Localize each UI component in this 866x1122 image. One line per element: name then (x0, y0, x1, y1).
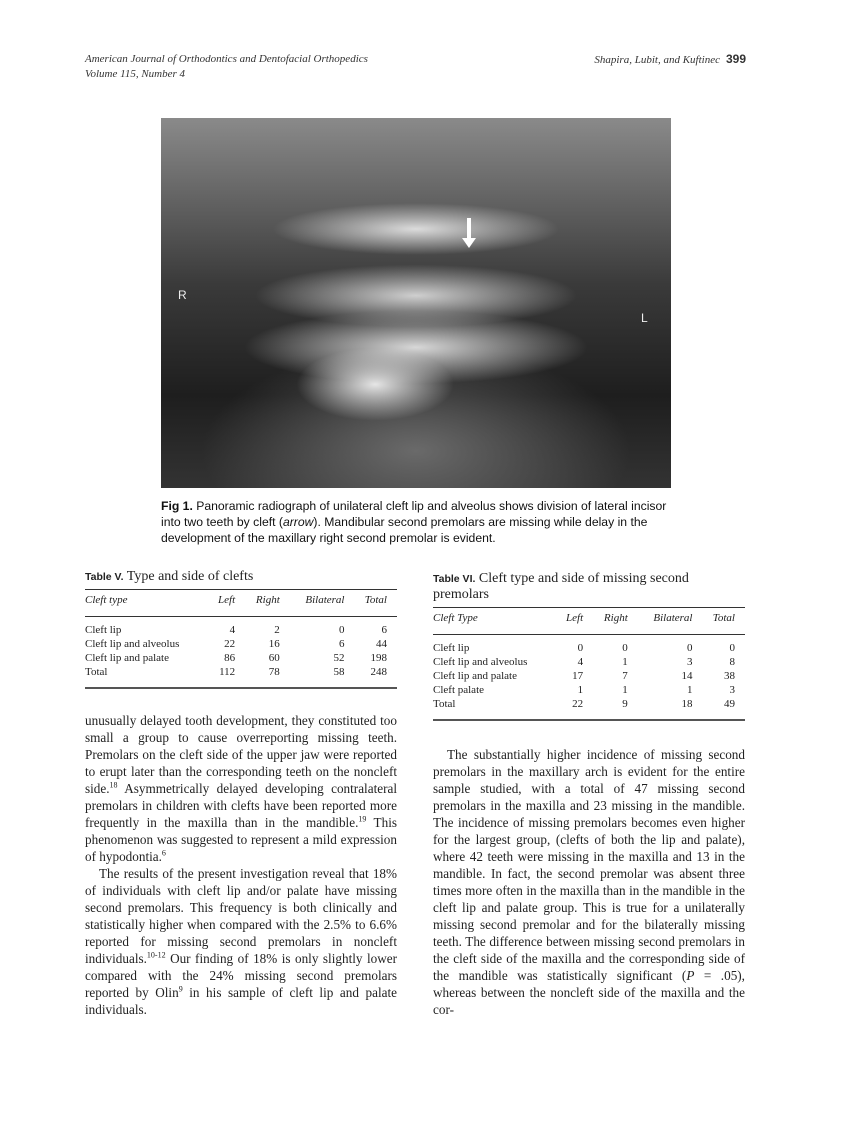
table-row (433, 697, 745, 720)
caption-label: Fig 1. (161, 499, 193, 513)
paragraph (85, 865, 397, 1018)
text: in his sample of cleft lip and palate individuals. (85, 985, 397, 1017)
table-cell: Cleft palate (433, 684, 485, 696)
table-cell: 14 (681, 670, 693, 682)
left-column-text (85, 712, 397, 1018)
table-cell: 1 (622, 656, 628, 668)
table-label: Table VI. (433, 573, 476, 585)
table-cell: 60 (268, 652, 280, 664)
volume: Volume 115, Number 4 (85, 68, 186, 80)
table-header (433, 608, 745, 635)
table-cell: 0 (338, 624, 345, 636)
running-header-right (594, 52, 746, 68)
paragraph (85, 712, 397, 865)
text: = .05), whereas between the noncleft side of the maxilla and the cor- (433, 968, 745, 1017)
arrow-icon (467, 218, 471, 240)
table-cell: 22 (224, 638, 236, 650)
paragraph (433, 746, 745, 1018)
table-cell: 78 (245, 665, 290, 688)
table-cell: 22 (557, 697, 593, 720)
column-header: Cleft type (85, 590, 209, 617)
running-header-left (85, 52, 368, 82)
table-cell: 1 (622, 684, 628, 696)
table-cell: 248 (354, 665, 397, 688)
caption-text: Panoramic radiograph of unilateral cleft lip and alveolus shows division of lateral incisor into two teeth by cleft ( (161, 499, 667, 529)
column-header: Cleft Type (433, 608, 557, 635)
table-cell: 1 (686, 684, 693, 696)
table-cell: 3 (729, 684, 735, 696)
table-cell: 3 (686, 656, 693, 668)
column-header: Bilateral (290, 590, 355, 617)
table-cell: 7 (622, 670, 628, 682)
table-cell: 0 (729, 642, 735, 654)
text: Asymmetrically delayed developing contralateral premolars in children with clefts have been reported more frequently in the maxilla than in the mandible. (85, 781, 397, 830)
table-header (85, 590, 397, 617)
table-cell: Total (85, 665, 209, 688)
caption-italic: arrow (282, 515, 314, 529)
table-row (433, 635, 745, 656)
table-cell: 0 (686, 642, 693, 654)
table-caption: Cleft type and side of missing second premolars (433, 571, 689, 602)
table-cell: 4 (229, 624, 236, 636)
ref: 10-12 (146, 950, 166, 960)
table-cell: 4 (577, 656, 584, 668)
column-header: Right (593, 608, 638, 635)
table-title (85, 569, 397, 585)
label-l: L (641, 311, 648, 325)
ref: 18 (109, 780, 118, 790)
table-row (433, 669, 745, 683)
table-cell: 44 (376, 638, 387, 650)
table-row (85, 637, 397, 651)
table-label: Table V. (85, 571, 124, 583)
table-cell: 0 (622, 642, 628, 654)
column-header: Left (209, 590, 245, 617)
text: P (686, 968, 695, 983)
label-r: R (178, 288, 187, 302)
column-header: Right (245, 590, 290, 617)
table-cell: Cleft lip (85, 624, 122, 636)
table-cell: Cleft lip and palate (433, 670, 517, 682)
table-cell: Cleft lip and alveolus (85, 638, 180, 650)
table-cell: 52 (333, 652, 345, 664)
data-table (433, 607, 745, 721)
table-cell: 0 (577, 642, 584, 654)
right-column-text (433, 746, 745, 1018)
table-cell: 9 (593, 697, 638, 720)
table-cell: Cleft lip (433, 642, 470, 654)
table-cell: 6 (338, 638, 345, 650)
column-header: Total (702, 608, 745, 635)
table-caption: Type and side of clefts (123, 569, 254, 584)
table-cell: Total (433, 697, 557, 720)
ref: 6 (161, 848, 166, 858)
table-row (85, 665, 397, 688)
page-number: 399 (725, 52, 746, 66)
table-row (433, 683, 745, 697)
text: unusually delayed tooth development, they constituted too small a group to cause overreporting missing teeth. Premolars on the cleft side of the upper jaw were reported to erupt later than the corresponding teeth on the noncleft side. (85, 713, 397, 796)
figure-caption (161, 498, 673, 546)
table-cell: 198 (370, 652, 387, 664)
column-header: Left (557, 608, 593, 635)
table-row (433, 655, 745, 669)
table-v (85, 569, 397, 689)
text: The substantially higher incidence of missing second premolars in the maxillary arch is evident for the entire sample studied, with a total of 47 missing second premolars in the maxilla and 23 missing in the mandible. The incidence of missing premolars becomes even higher for the largest group, (clefts of both the lip and palate), where 42 teeth were missing in the maxilla and 13 in the mandible. In fact, the second premolar was absent three times more often in the maxilla than in the mandible in the cleft lip and palate group. This is true for a unilaterally missing second premolar and for the bilaterally missing teeth. The difference between missing second premolars in the cleft side of the maxilla and the corresponding side of the mandible was statistically significant ( (433, 747, 745, 983)
table-cell: 112 (209, 665, 245, 688)
panoramic-radiograph (161, 118, 671, 488)
data-table (85, 589, 397, 689)
table-cell: 18 (638, 697, 703, 720)
table-cell: 1 (577, 684, 584, 696)
table-vi (433, 571, 745, 721)
column-header: Total (354, 590, 397, 617)
table-cell: 58 (290, 665, 355, 688)
table-cell: 17 (572, 670, 584, 682)
table-cell: 8 (729, 656, 735, 668)
ref: 19 (358, 814, 367, 824)
text: Our finding of 18% is only slightly lower compared with the 24% missing second premolars reported by Olin (85, 951, 397, 1000)
table-cell: Cleft lip and palate (85, 652, 169, 664)
table-cell: 38 (724, 670, 735, 682)
ref: 9 (178, 984, 183, 994)
caption-end: ). Mandibular second premolars are missing while delay in the development of the maxillary right second premolar is evident. (161, 515, 648, 545)
column-header: Bilateral (638, 608, 703, 635)
table-cell: 16 (268, 638, 280, 650)
table-cell: 86 (224, 652, 236, 664)
table-row (85, 651, 397, 665)
table-cell: 6 (381, 624, 387, 636)
table-title (433, 571, 745, 603)
table-cell: 2 (274, 624, 280, 636)
table-cell: Cleft lip and alveolus (433, 656, 528, 668)
authors: Shapira, Lubit, and Kuftinec (594, 54, 720, 66)
text: This phenomenon was suggested to represent a mild expression of hypodontia. (85, 815, 397, 864)
table-row (85, 617, 397, 638)
table-cell: 49 (702, 697, 745, 720)
text: The results of the present investigation reveal that 18% of individuals with cleft lip and/or palate have missing second premolars. This frequency is both clinically and statistically higher when compared with the 2.5% to 6.6% reported for missing second premolars in noncleft individuals. (85, 866, 397, 966)
journal-name: American Journal of Orthodontics and Dentofacial Orthopedics (85, 53, 368, 65)
